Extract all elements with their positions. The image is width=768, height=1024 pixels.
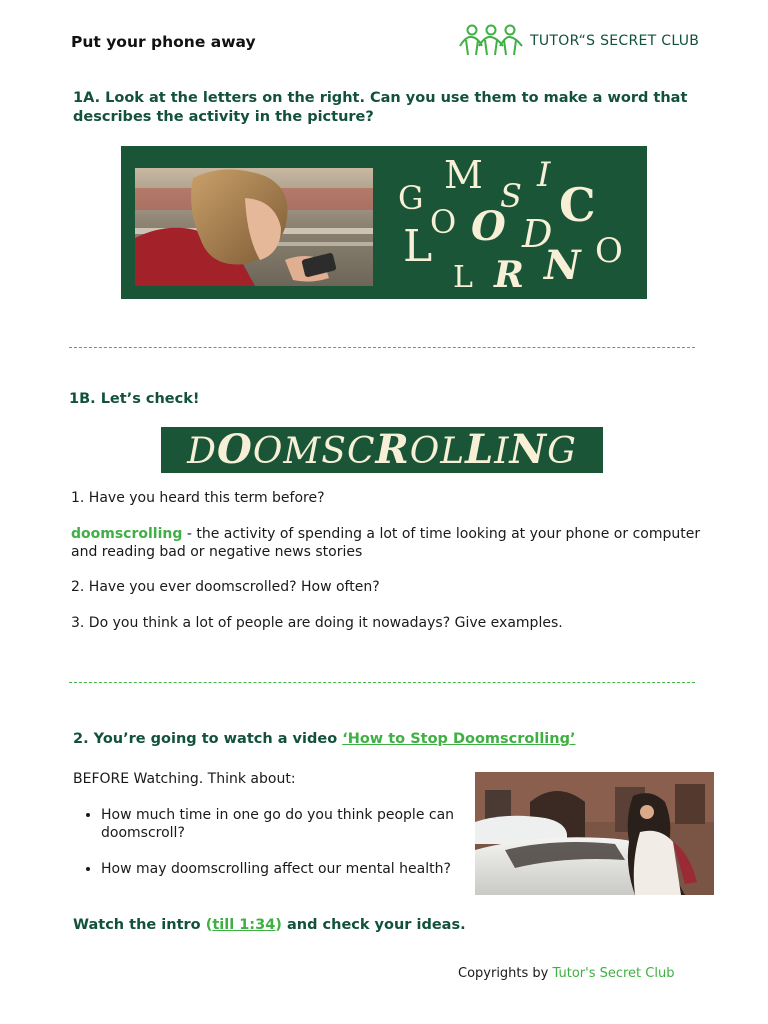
girl-using-phone-photo — [135, 168, 373, 286]
list-item: • How may doomscrolling affect our mental health? — [101, 860, 471, 878]
puzzle-letter: R — [494, 254, 524, 296]
puzzle-letter: L — [453, 260, 473, 295]
puzzle-letter: S — [500, 177, 522, 215]
section-divider — [69, 682, 695, 683]
thinking-prompts-list — [81, 806, 471, 896]
section-1b-heading: 1B. Let’s check! — [69, 391, 200, 407]
definition — [71, 525, 721, 561]
puzzle-letter: D — [522, 212, 553, 256]
question-2: 2. Have you ever doomscrolled? How often? — [71, 579, 380, 595]
puzzle-letter: O — [471, 203, 506, 250]
before-watching-label: BEFORE Watching. Think about: — [73, 771, 296, 787]
three-people-icon — [458, 24, 524, 58]
puzzle-letter: N — [544, 242, 581, 289]
question-3: 3. Do you think a lot of people are doing it nowadays? Give examples. — [71, 615, 563, 631]
brand-name: TUTOR“S SECRET CLUB — [530, 33, 700, 49]
watch-link-open: ( — [205, 917, 213, 933]
brand-header — [458, 24, 699, 58]
puzzle-letter: L — [403, 221, 433, 272]
question-1: 1. Have you heard this term before? — [71, 490, 325, 506]
watch-timestamp — [206, 917, 282, 933]
copyright-prefix: Copyrights by — [458, 966, 553, 981]
puzzle-letter: O — [595, 231, 623, 271]
woman-phone-street-photo — [475, 772, 714, 895]
timestamp-link[interactable]: till 1:34 — [212, 917, 276, 933]
section-divider — [69, 347, 695, 348]
copyright-brand: Tutor's Secret Club — [552, 966, 675, 981]
section-2-heading — [73, 731, 576, 747]
watch-instruction — [73, 917, 466, 933]
watch-link-close: ) — [275, 917, 282, 933]
puzzle-letter: I — [537, 155, 551, 195]
doomscrolling-term-banner — [161, 427, 603, 473]
list-item: • How much time in one go do you think people can doomscroll? — [101, 806, 471, 842]
puzzle-letter: M — [444, 153, 483, 197]
definition-text: - the activity of spending a lot of time looking at your phone or computer and reading bad or negative news stories — [71, 526, 701, 560]
letter-puzzle-panel — [121, 146, 647, 299]
puzzle-letter: C — [559, 178, 596, 232]
section-2-heading-text: 2. You’re going to watch a video — [73, 731, 343, 747]
puzzle-letter: O — [430, 203, 457, 241]
copyright-footer — [458, 966, 674, 981]
term-banner-text: DOOMSCROLLING — [187, 427, 577, 473]
video-title-link[interactable]: ‘How to Stop Doomscrolling’ — [342, 731, 576, 747]
section-1a-heading: 1A. Look at the letters on the right. Can you use them to make a word that describes the activity in the picture? — [73, 90, 688, 125]
scrambled-letters — [381, 146, 647, 299]
puzzle-letter: G — [398, 179, 424, 217]
document-title: Put your phone away — [71, 33, 256, 51]
definition-term: doomscrolling — [71, 526, 183, 542]
watch-suffix: and check your ideas. — [281, 917, 466, 933]
watch-prefix: Watch the intro — [73, 917, 206, 933]
